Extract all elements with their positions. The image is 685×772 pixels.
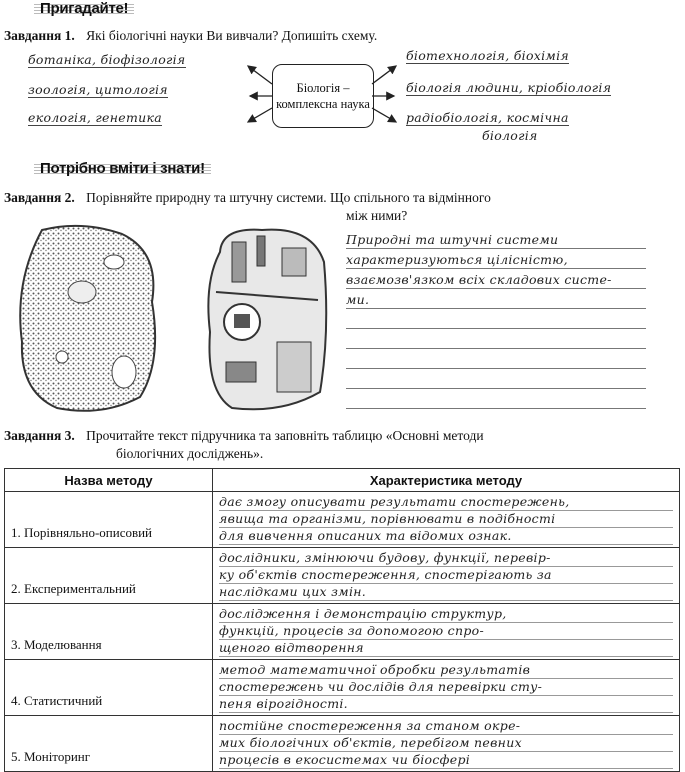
task3-label: Завдання 3. <box>4 428 75 443</box>
scheme-left-line-2: зоологія, цитологія <box>28 82 168 97</box>
method-description <box>213 492 680 548</box>
natural-system-illustration <box>12 222 162 414</box>
task2-text-cont: між ними? <box>346 208 408 223</box>
desc-line: наслідками цих змін. <box>219 584 673 601</box>
task3-text-cont: біологічних досліджень». <box>116 446 264 461</box>
desc-line: постійне спостереження за станом окре- <box>219 718 673 735</box>
desc-line: процесів в екосистемах чи біосфері <box>219 752 673 769</box>
table-row <box>5 716 680 772</box>
writing-line <box>346 268 646 269</box>
table-row <box>5 492 680 548</box>
desc-line: мих біологічних об'єктів, перебігом певних <box>219 735 673 752</box>
method-name: 1. Порівняльно-описовий <box>5 492 213 548</box>
col-header-method-name: Назва методу <box>5 469 213 492</box>
methods-table <box>4 468 680 772</box>
writing-line <box>346 308 646 309</box>
desc-line: для вивчення описаних та відомих ознак. <box>219 528 673 545</box>
task2-label: Завдання 2. <box>4 190 75 205</box>
desc-line: явища та організми, порівнювати в подібності <box>219 511 673 528</box>
writing-line <box>346 288 646 289</box>
table-header-row <box>5 469 680 492</box>
desc-line: функцій, процесів за допомогою спро- <box>219 623 673 640</box>
desc-line: дослідники, змінюючи будову, функції, перевір- <box>219 550 673 567</box>
method-name: 2. Експериментальний <box>5 548 213 604</box>
task2-answer-line-4: ми. <box>346 292 370 307</box>
writing-line <box>346 328 646 329</box>
task2-answer-line-3: взаємозв'язком всіх складових систе- <box>346 272 612 287</box>
scheme-right-line-3: радіобіологія, космічна <box>406 110 569 125</box>
writing-line <box>346 388 646 389</box>
table-row <box>5 660 680 716</box>
scheme-right-line-1: біотехнологія, біохімія <box>406 48 569 63</box>
task2-heading <box>4 190 491 206</box>
desc-line: дослідження і демонстрацію структур, <box>219 606 673 623</box>
desc-line: спостережень чи дослідів для перевірки сту- <box>219 679 673 696</box>
task2-answer-line-2: характеризуються цілісністю, <box>346 252 568 267</box>
col-header-method-description: Характеристика методу <box>213 469 680 492</box>
scheme-left-line-3: екологія, генетика <box>28 110 162 125</box>
task2-answer-line-1: Природні та штучні системи <box>346 232 559 247</box>
task1-text: Які біологічні науки Ви вивчали? Допишіть схему. <box>86 28 378 43</box>
artificial-system-illustration <box>202 222 332 414</box>
task3-text: Прочитайте текст підручника та заповніть таблицю «Основні методи <box>86 428 484 443</box>
method-description <box>213 660 680 716</box>
table-row <box>5 548 680 604</box>
method-description <box>213 548 680 604</box>
method-name: 5. Моніторинг <box>5 716 213 772</box>
method-description <box>213 604 680 660</box>
scheme-right-line-2: біологія людини, кріобіологія <box>406 80 612 95</box>
scheme-center-text: Біологія – комплексна наука <box>276 81 370 111</box>
desc-line: ку об'єктів спостереження, спостерігають за <box>219 567 673 584</box>
writing-line <box>346 248 646 249</box>
task2-answer <box>346 230 612 310</box>
section-banner-know <box>34 160 211 177</box>
task2-text: Порівняйте природну та штучну системи. Що спільного та відмінного <box>86 190 491 205</box>
banner-text: Потрібно вміти і знати! <box>40 160 205 177</box>
writing-line <box>346 408 646 409</box>
scheme-right-line-4: біологія <box>482 128 538 143</box>
desc-line: пеня вірогідності. <box>219 696 673 713</box>
method-description <box>213 716 680 772</box>
banner-text: Пригадайте! <box>40 0 129 17</box>
task1-label: Завдання 1. <box>4 28 75 43</box>
desc-line: метод математичної обробки результатів <box>219 662 673 679</box>
desc-line: дає змогу описувати результати спостережень, <box>219 494 673 511</box>
table-row <box>5 604 680 660</box>
method-name: 4. Статистичний <box>5 660 213 716</box>
task3-heading <box>4 428 484 444</box>
writing-line <box>346 348 646 349</box>
scheme-left-line-1: ботаніка, біофізологія <box>28 52 186 67</box>
method-name: 3. Моделювання <box>5 604 213 660</box>
writing-line <box>346 368 646 369</box>
desc-line: щеного відтворення <box>219 640 673 657</box>
